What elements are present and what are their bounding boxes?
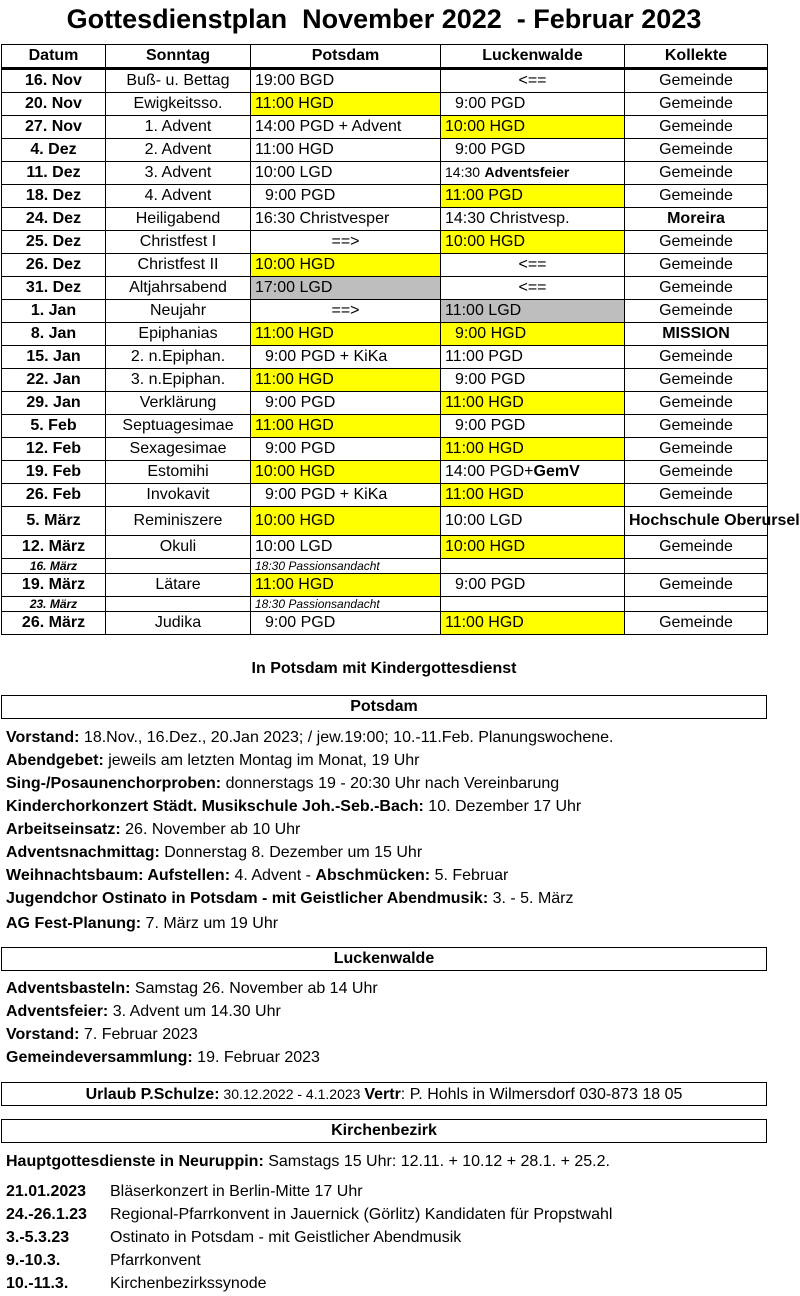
header-datum: Datum [2,45,106,69]
luckenwalde-announcements [6,977,766,1069]
item-label: Vorstand: [6,729,80,746]
luckenwalde-time: 14:00 PGD+ [445,463,534,480]
item-text: 10. Dezember 17 Uhr [423,798,582,815]
table-row [2,208,768,231]
cell-potsdam: 11:00 HGD [251,139,441,162]
cell-luckenwalde: 9:00 PGD [441,415,625,438]
table-row [2,484,768,507]
item-text: Samstags 15 Uhr: 12.11. + 10.12 + 28.1. + 25.2. [263,1153,610,1170]
cell-date: 5. Feb [2,415,106,438]
cell-kollekte: Gemeinde [625,574,768,597]
table-row [2,369,768,392]
table-row [2,346,768,369]
cell-date: 16. März [2,559,106,574]
cell-sunday [106,597,251,612]
cell-potsdam: 17:00 LGD [251,277,441,300]
cell-potsdam: 18:30 Passionsandacht [251,597,441,612]
cell-potsdam: 9:00 PGD + KiKa [251,346,441,369]
vertretung-label: Vertr [364,1086,401,1103]
cell-date: 22. Jan [2,369,106,392]
potsdam-announcements [6,726,766,935]
table-row [2,574,768,597]
list-item [6,912,766,935]
cell-kollekte: Gemeinde [625,162,768,185]
luckenwalde-event: GemV [533,463,580,480]
cell-kollekte: Gemeinde [625,231,768,254]
cell-date: 18. Dez [2,185,106,208]
cell-sunday: 2. Advent [106,139,251,162]
list-item [6,1000,766,1023]
cell-sunday: Neujahr [106,300,251,323]
service-schedule-table [1,44,800,635]
cell-sunday: Christfest I [106,231,251,254]
cell-sunday [106,559,251,574]
cell-potsdam: 11:00 HGD [251,415,441,438]
item-label: Abschmücken: [315,867,431,884]
cell-luckenwalde: 11:00 PGD [441,346,625,369]
table-row [2,559,768,574]
table-row [2,254,768,277]
cell-potsdam: 11:00 HGD [251,93,441,116]
cell-luckenwalde: 11:00 HGD [441,438,625,461]
cell-potsdam: 14:00 PGD + Advent [251,116,441,139]
cell-date: 26. Feb [2,484,106,507]
header-kollekte: Kollekte [625,45,768,69]
table-row [2,461,768,484]
cell-kollekte: Gemeinde [625,438,768,461]
table-row [2,507,768,536]
cell-potsdam: ==> [251,300,441,323]
cell-kollekte: Gemeinde [625,93,768,116]
vacation-notice [1,1082,767,1106]
item-text: 7. Februar 2023 [79,1026,198,1043]
cell-kollekte: Gemeinde [625,484,768,507]
item-text: jeweils am letzten Montag im Monat, 19 Uhr [103,752,420,769]
cell-potsdam: 16:30 Christvesper [251,208,441,231]
cell-sunday: Epiphanias [106,323,251,346]
item-label: Adventsnachmittag: [6,844,160,861]
cell-date: 31. Dez [2,277,106,300]
cell-luckenwalde: 9:00 PGD [441,369,625,392]
cell-potsdam: 9:00 PGD + KiKa [251,484,441,507]
header-sonntag: Sonntag [106,45,251,69]
list-item [6,795,766,818]
cell-luckenwalde: 10:00 HGD [441,116,625,139]
cell-kollekte: Gemeinde [625,300,768,323]
kirchenbezirk-main [6,1150,766,1173]
cell-date: 11. Dez [2,162,106,185]
cell-date: 19. März [2,574,106,597]
kindergottesdienst-note: In Potsdam mit Kindergottesdienst [251,660,517,677]
cell-kollekte: Gemeinde [625,461,768,484]
item-label: Adventsfeier: [6,1003,109,1020]
cell-kollekte: Gemeinde [625,185,768,208]
table-row [2,323,768,346]
cell-luckenwalde: 14:30 Christvesp. [441,208,625,231]
header-potsdam: Potsdam [251,45,441,69]
event-date: 3.-5.3.23 [6,1229,70,1246]
table-header-row [2,45,768,69]
cell-date: 27. Nov [2,116,106,139]
cell-date: 26. Dez [2,254,106,277]
cell-kollekte: Hochschule Oberursel [625,507,768,536]
list-item [6,1180,766,1203]
table-row [2,139,768,162]
cell-sunday: Invokavit [106,484,251,507]
table-row [2,185,768,208]
event-text: Ostinato in Potsdam - mit Geistlicher Abendmusik [110,1229,462,1246]
cell-kollekte: Gemeinde [625,346,768,369]
cell-luckenwalde [441,461,625,484]
table-row [2,612,768,635]
item-label: Hauptgottesdienste in Neuruppin: [6,1153,264,1170]
list-item [6,726,766,749]
cell-kollekte: Gemeinde [625,369,768,392]
item-text: 3. - 5. März [488,890,574,907]
cell-sunday: Buß- u. Bettag [106,69,251,93]
cell-sunday: 3. Advent [106,162,251,185]
list-item [6,1249,766,1272]
cell-sunday: Okuli [106,536,251,559]
cell-potsdam: 9:00 PGD [251,185,441,208]
cell-potsdam: 10:00 LGD [251,536,441,559]
event-date: 10.-11.3. [6,1275,69,1292]
section-heading-potsdam: Potsdam [1,695,767,719]
list-item [6,864,766,887]
cell-kollekte: Gemeinde [625,612,768,635]
cell-luckenwalde [441,559,625,574]
table-row [2,93,768,116]
vacation-label: Urlaub P.Schulze: [85,1086,220,1103]
cell-kollekte: Gemeinde [625,139,768,162]
section-heading-kirchenbezirk: Kirchenbezirk [1,1119,767,1143]
cell-potsdam: 11:00 HGD [251,369,441,392]
item-label: AG Fest-Planung: [6,915,142,932]
cell-potsdam: 18:30 Passionsandacht [251,559,441,574]
vertretung-text: : P. Hohls in Wilmersdorf 030-873 18 05 [400,1086,683,1103]
cell-date: 8. Jan [2,323,106,346]
table-row [2,300,768,323]
cell-luckenwalde: 11:00 LGD [441,300,625,323]
list-item [6,887,766,910]
cell-sunday: Heiligabend [106,208,251,231]
cell-sunday: Lätare [106,574,251,597]
cell-sunday: 1. Advent [106,116,251,139]
cell-kollekte [625,597,768,612]
cell-potsdam: ==> [251,231,441,254]
cell-kollekte: Gemeinde [625,277,768,300]
luckenwalde-time: 14:30 [445,164,481,180]
list-item [6,749,766,772]
cell-sunday: Judika [106,612,251,635]
cell-luckenwalde: 11:00 HGD [441,392,625,415]
cell-luckenwalde [441,162,625,185]
kirchenbezirk-events [6,1180,766,1295]
cell-date: 12. Feb [2,438,106,461]
table-row [2,162,768,185]
item-label: Weihnachtsbaum: Aufstellen: [6,867,231,884]
cell-kollekte [625,559,768,574]
item-text: 4. Advent - [230,867,316,884]
cell-date: 29. Jan [2,392,106,415]
cell-kollekte: MISSION [625,323,768,346]
cell-luckenwalde: 9:00 HGD [441,323,625,346]
cell-potsdam: 10:00 HGD [251,507,441,536]
cell-potsdam: 11:00 HGD [251,574,441,597]
cell-kollekte: Gemeinde [625,254,768,277]
table-row [2,231,768,254]
cell-potsdam: 10:00 HGD [251,461,441,484]
event-date: 9.-10.3. [6,1252,61,1269]
cell-sunday: Septuagesimae [106,415,251,438]
table-row [2,277,768,300]
cell-sunday: Ewigkeitsso. [106,93,251,116]
list-item [6,818,766,841]
list-item [6,1272,766,1295]
cell-potsdam: 9:00 PGD [251,438,441,461]
cell-sunday: Altjahrsabend [106,277,251,300]
list-item [6,977,766,1000]
event-text: Bläserkonzert in Berlin-Mitte 17 Uhr [110,1183,363,1200]
cell-luckenwalde: 9:00 PGD [441,139,625,162]
cell-luckenwalde: 11:00 HGD [441,612,625,635]
vacation-dates: 30.12.2022 - 4.1.2023 [219,1086,365,1102]
cell-sunday: 4. Advent [106,185,251,208]
item-label: Kinderchorkonzert Städt. Musikschule Joh.-Seb.-Bach: [6,798,424,815]
cell-sunday: 3. n.Epiphan. [106,369,251,392]
cell-kollekte: Gemeinde [625,415,768,438]
cell-potsdam: 9:00 PGD [251,612,441,635]
table-row [2,597,768,612]
cell-date: 16. Nov [2,69,106,93]
item-label: Sing-/Posaunenchorproben: [6,775,222,792]
cell-potsdam: 9:00 PGD [251,392,441,415]
event-date: 21.01.2023 [6,1183,87,1200]
cell-luckenwalde: 10:00 HGD [441,231,625,254]
cell-kollekte: Moreira [625,208,768,231]
header-luckenwalde: Luckenwalde [441,45,625,69]
table-row [2,415,768,438]
item-text: 18.Nov., 16.Dez., 20.Jan 2023; / jew.19:00; 10.-11.Feb. Planungswochene. [79,729,614,746]
section-heading-luckenwalde: Luckenwalde [1,947,767,971]
cell-kollekte: Gemeinde [625,69,768,93]
cell-luckenwalde [441,597,625,612]
luckenwalde-event: Adventsfeier [484,164,570,180]
item-text: Donnerstag 8. Dezember um 15 Uhr [159,844,423,861]
item-label: Abendgebet: [6,752,104,769]
cell-date: 24. Dez [2,208,106,231]
cell-luckenwalde: 9:00 PGD [441,93,625,116]
cell-sunday: Verklärung [106,392,251,415]
table-row [2,69,768,93]
cell-luckenwalde: 10:00 HGD [441,536,625,559]
item-text: 26. November ab 10 Uhr [120,821,301,838]
cell-date: 19. Feb [2,461,106,484]
cell-luckenwalde: 11:00 HGD [441,484,625,507]
cell-sunday: Sexagesimae [106,438,251,461]
cell-kollekte: Gemeinde [625,116,768,139]
item-text: 5. Februar [430,867,509,884]
cell-sunday: Reminiszere [106,507,251,536]
cell-date: 20. Nov [2,93,106,116]
event-text: Pfarrkonvent [110,1252,201,1269]
event-text: Regional-Pfarrkonvent in Jauernick (Görlitz) Kandidaten für Propstwahl [110,1206,613,1223]
item-label: Adventsbasteln: [6,980,131,997]
cell-date: 5. März [2,507,106,536]
item-text: 3. Advent um 14.30 Uhr [108,1003,281,1020]
list-item [6,841,766,864]
cell-luckenwalde: <== [441,69,625,93]
cell-potsdam: 10:00 LGD [251,162,441,185]
list-item [6,1203,766,1226]
list-item [6,772,766,795]
cell-date: 26. März [2,612,106,635]
page-title: Gottesdienstplan November 2022 - Februar 2023 [66,4,702,34]
cell-date: 12. März [2,536,106,559]
item-label: Vorstand: [6,1026,80,1043]
item-text: 19. Februar 2023 [192,1049,320,1066]
cell-luckenwalde: 10:00 LGD [441,507,625,536]
cell-sunday: Christfest II [106,254,251,277]
cell-luckenwalde: <== [441,277,625,300]
item-text: donnerstags 19 - 20:30 Uhr nach Vereinbarung [221,775,560,792]
cell-date: 23. März [2,597,106,612]
cell-luckenwalde: 9:00 PGD [441,574,625,597]
cell-sunday: 2. n.Epiphan. [106,346,251,369]
event-date: 24.-26.1.23 [6,1206,87,1223]
event-text: Kirchenbezirkssynode [110,1275,267,1292]
list-item [6,1150,766,1173]
cell-sunday: Estomihi [106,461,251,484]
item-label: Arbeitseinsatz: [6,821,121,838]
list-item [6,1046,766,1069]
cell-date: 1. Jan [2,300,106,323]
table-row [2,438,768,461]
item-text: Samstag 26. November ab 14 Uhr [130,980,378,997]
item-label: Jugendchor Ostinato in Potsdam - mit Geistlicher Abendmusik: [6,890,489,907]
cell-luckenwalde: <== [441,254,625,277]
cell-potsdam: 11:00 HGD [251,323,441,346]
table-row [2,392,768,415]
cell-luckenwalde: 11:00 PGD [441,185,625,208]
list-item [6,1226,766,1249]
cell-date: 25. Dez [2,231,106,254]
list-item [6,1023,766,1046]
cell-kollekte: Gemeinde [625,392,768,415]
table-row [2,116,768,139]
item-text: 7. März um 19 Uhr [141,915,279,932]
cell-potsdam: 19:00 BGD [251,69,441,93]
cell-date: 4. Dez [2,139,106,162]
table-row [2,536,768,559]
cell-kollekte: Gemeinde [625,536,768,559]
cell-potsdam: 10:00 HGD [251,254,441,277]
cell-date: 15. Jan [2,346,106,369]
item-label: Gemeindeversammlung: [6,1049,193,1066]
